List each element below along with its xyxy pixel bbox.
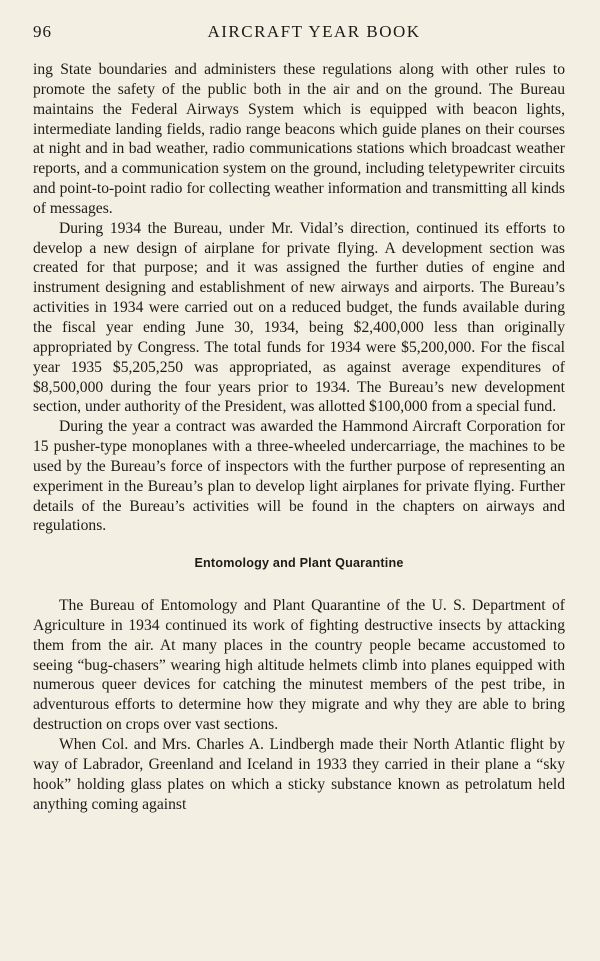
section-heading: Entomology and Plant Quarantine (194, 556, 404, 571)
paragraph-lindbergh: When Col. and Mrs. Charles A. Lindbergh made their North Atlantic flight by way of Labrador, Greenland and Iceland in 1933 they carried in their plane a “sky hook” holding glass plates on which a sticky substance known as petrolatum held anything coming against (33, 736, 565, 813)
book-title: AIRCRAFT YEAR BOOK (207, 22, 421, 41)
page-number: 96 (33, 22, 52, 41)
running-head (33, 22, 567, 48)
body-text (33, 60, 565, 814)
paragraph-development-section: During 1934 the Bureau, under Mr. Vidal’s direction, continued its efforts to develop a new design of airplane for private flying. A development section was created for that purpose; and it was assigned the further duties of engine and instrument designing and establishment of new airways and airports. The Bureau’s activities in 1934 were carried out on a reduced budget, the funds available during the fiscal year ending June 30, 1934, being $2,400,000 less than originally appropriated by Congress. The total funds for 1934 were $5,200,000. For the fiscal year 1935 $5,205,250 was appropriated, as against average expenditures of $8,500,000 during the four years prior to 1934. The Bureau’s new development section, under authority of the President, was allotted $100,000 from a special fund. (33, 219, 565, 416)
paragraph-entomology: The Bureau of Entomology and Plant Quarantine of the U. S. Department of Agriculture in 1934 continued its work of fighting destructive insects by attacking them from the air. At many places in the country people became accustomed to seeing “bug-chasers” wearing high altitude helmets climb into planes equipped with numerous queer devices for catching the minutest members of the pest tribe, in adventurous efforts to determine how they migrate and why they are able to bring destruction on crops over vast sections. (33, 597, 565, 734)
paragraph-hammond-contract: During the year a contract was awarded the Hammond Aircraft Corporation for 15 pusher-type monoplanes with a three-wheeled undercarriage, the machines to be used by the Bureau’s force of inspectors with the further purpose of representing an experiment in the Bureau’s plan to develop light airplanes for private flying. Further details of the Bureau’s activities will be found in the chapters on airways and regulations. (33, 418, 565, 535)
paragraph-continued: ing State boundaries and administers these regulations along with other rules to promote the safety of the public both in the air and on the ground. The Bureau maintains the Federal Airways System which is equipped with beacon lights, intermediate landing fields, radio range beacons which guide planes on their courses at night and in bad weather, radio communications stations which broadcast weather reports, and a communication system on the ground, including teletypewriter circuits and point-to-point radio for collecting weather information and transmitting all kinds of messages. (33, 61, 565, 217)
